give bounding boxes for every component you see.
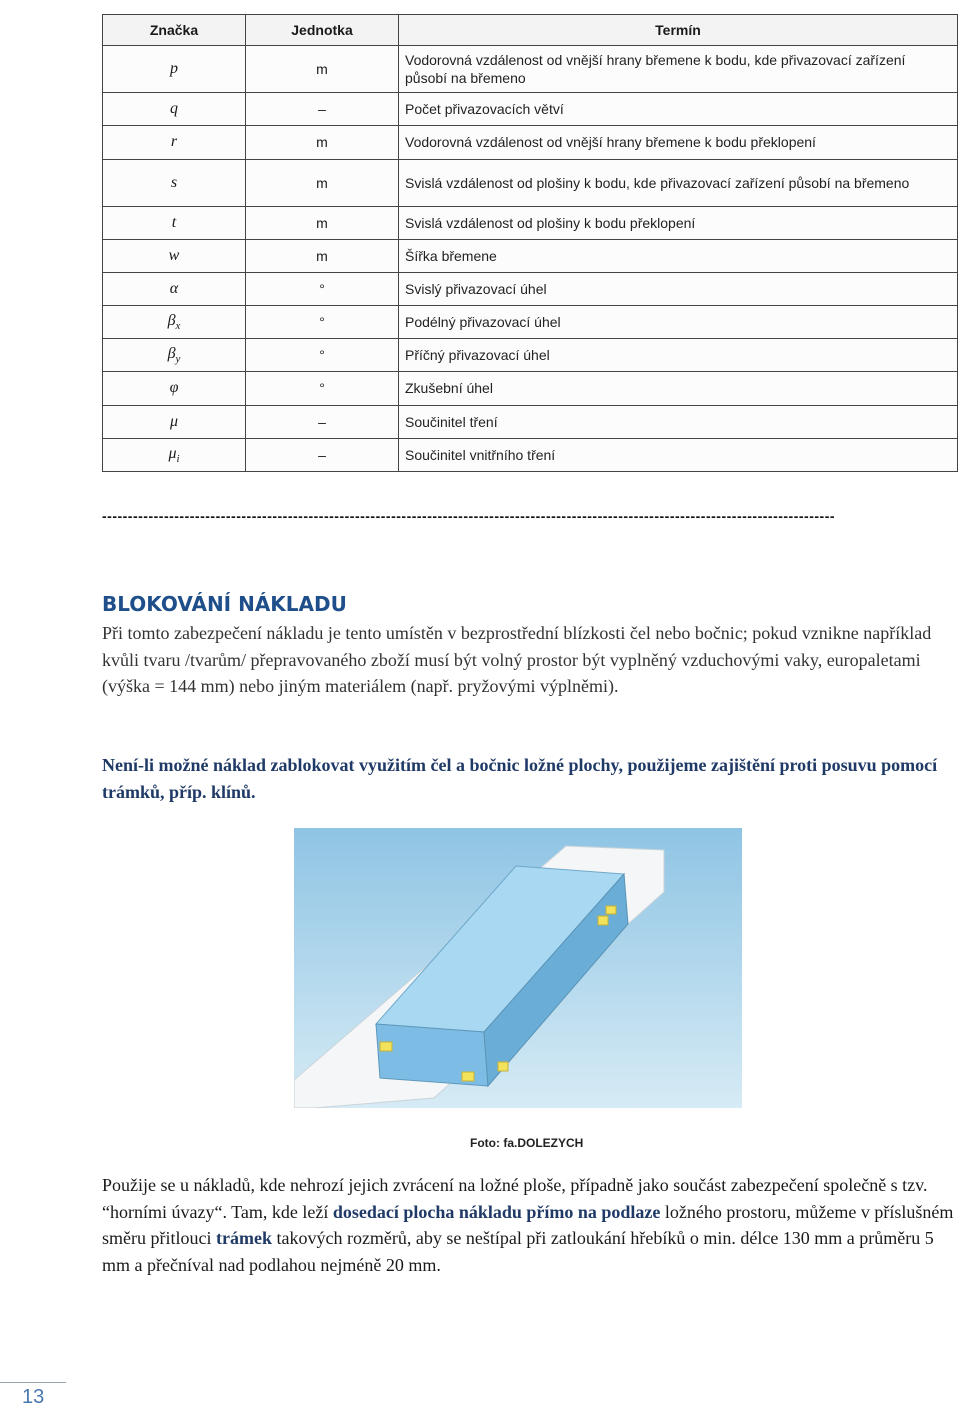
row-term: Počet přivazovacích větví bbox=[399, 93, 958, 126]
wooden-block bbox=[498, 1062, 508, 1071]
row-unit: m bbox=[246, 159, 399, 206]
row-term: Vodorovná vzdálenost od vnější hrany břemene k bodu, kde přivazovací zařízení působí na břemeno bbox=[399, 46, 958, 93]
row-term: Vodorovná vzdálenost od vnější hrany břemene k bodu překlopení bbox=[399, 126, 958, 159]
row-symbol: s bbox=[103, 159, 246, 206]
row-term: Svislá vzdálenost od plošiny k bodu překlopení bbox=[399, 206, 958, 239]
row-term: Svislý přivazovací úhel bbox=[399, 273, 958, 306]
row-symbol: φ bbox=[103, 372, 246, 405]
wooden-block bbox=[462, 1072, 474, 1081]
header-unit: Jednotka bbox=[246, 15, 399, 46]
section-heading: BLOKOVÁNÍ NÁKLADU bbox=[102, 592, 347, 616]
row-unit: ° bbox=[246, 372, 399, 405]
wooden-block bbox=[380, 1042, 392, 1051]
wooden-block bbox=[598, 916, 608, 925]
table-row bbox=[103, 372, 958, 405]
row-term: Součinitel tření bbox=[399, 405, 958, 438]
row-unit: m bbox=[246, 239, 399, 272]
section-separator: ---------------------------------------------------------------------------------------------------------------------------------------------- bbox=[102, 508, 836, 524]
table-row bbox=[103, 46, 958, 93]
table-row bbox=[103, 339, 958, 372]
table-row bbox=[103, 405, 958, 438]
table-row bbox=[103, 239, 958, 272]
row-unit: m bbox=[246, 206, 399, 239]
bold-phrase: dosedací plocha nákladu přímo na podlaze bbox=[332, 1201, 661, 1222]
figure-caption: Foto: fa.DOLEZYCH bbox=[470, 1136, 584, 1150]
wooden-block bbox=[606, 906, 616, 914]
table-row bbox=[103, 438, 958, 471]
row-unit: – bbox=[246, 405, 399, 438]
row-symbol: t bbox=[103, 206, 246, 239]
row-term: Šířka břemene bbox=[399, 239, 958, 272]
row-term: Součinitel vnitřního tření bbox=[399, 438, 958, 471]
intro-paragraph: Při tomto zabezpečení nákladu je tento umístěn v bezprostřední blízkosti čel nebo bočnic; pokud vznikne například kvůli tvaru /tvarům/ přepravovaného zboží musí být volný prostor být vyplněný vzduchovými vaky, europaletami (výška = 144 mm) nebo jiným materiálem (např. pryžovými výplněmi). bbox=[102, 623, 932, 696]
row-unit: m bbox=[246, 46, 399, 93]
symbol-table bbox=[102, 14, 958, 472]
row-term: Příčný přivazovací úhel bbox=[399, 339, 958, 372]
row-symbol: p bbox=[103, 46, 246, 93]
cargo-blocking-illustration bbox=[294, 828, 742, 1108]
table-row bbox=[103, 159, 958, 206]
row-unit: – bbox=[246, 438, 399, 471]
row-symbol: $\beta_y$ bbox=[103, 339, 246, 372]
row-unit: m bbox=[246, 126, 399, 159]
row-symbol: $\beta_x$ bbox=[103, 306, 246, 339]
row-unit: ° bbox=[246, 306, 399, 339]
row-unit: ° bbox=[246, 273, 399, 306]
row-symbol: r bbox=[103, 126, 246, 159]
header-symbol: Značka bbox=[103, 15, 246, 46]
final-paragraph: Použije se u nákladů, kde nehrozí jejich zvrácení na ložné ploše, případně jako součást zabezpečení společně s tzv. “horními úvazy“. Tam, kde leží dosedací plocha nákladu přímo na podlaze ložného prostoru, můžeme v příslušném směru přitlouci trámek takových rozměrů, aby se neštípal při zatloukání hřebíků o min. délce 130 mm a průměru 5 mm a přečníval nad podlahou nejméně 20 mm. bbox=[102, 1175, 954, 1275]
table-row bbox=[103, 126, 958, 159]
row-unit: – bbox=[246, 93, 399, 126]
table-row bbox=[103, 306, 958, 339]
table-row bbox=[103, 273, 958, 306]
row-symbol: w bbox=[103, 239, 246, 272]
emphasis-paragraph: Není-li možné náklad zablokovat využitím čel a bočnic ložné plochy, použijeme zajištění proti posuvu pomocí trámků, příp. klínů. bbox=[102, 755, 938, 802]
row-symbol: $\mu_i$ bbox=[103, 438, 246, 471]
page-number-rule bbox=[0, 1382, 66, 1383]
table-row bbox=[103, 206, 958, 239]
page-number: 13 bbox=[22, 1386, 45, 1408]
row-symbol: μ bbox=[103, 405, 246, 438]
row-term: Zkušební úhel bbox=[399, 372, 958, 405]
row-symbol: q bbox=[103, 93, 246, 126]
row-symbol: α bbox=[103, 273, 246, 306]
bold-phrase: trámek bbox=[215, 1228, 272, 1248]
row-unit: ° bbox=[246, 339, 399, 372]
table-row bbox=[103, 93, 958, 126]
row-term: Svislá vzdálenost od plošiny k bodu, kde přivazovací zařízení působí na břemeno bbox=[399, 159, 958, 206]
header-term: Termín bbox=[399, 15, 958, 46]
row-term: Podélný přivazovací úhel bbox=[399, 306, 958, 339]
